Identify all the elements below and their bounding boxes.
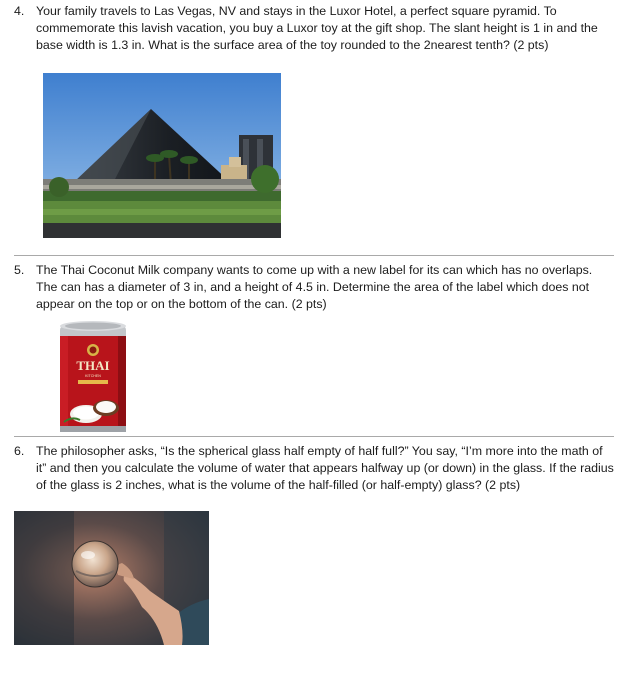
question-text: Your family travels to Las Vegas, NV and stays in the Luxor Hotel, a perfect square pyramid. To commemorate this lavish vacation, you buy a Luxor toy at the gift shop. The slant height is 1 in and the base width is 1.3 in. What is the surface area of the toy rounded to the 2nearest tenth? (2 pts) (36, 4, 598, 52)
divider (14, 255, 614, 256)
glass-sphere-hand-photo (14, 511, 209, 645)
question-text: The Thai Coconut Milk company wants to come up with a new label for its can which has no overlaps. The can has a diameter of 3 in, and a height of 4.5 in. Determine the area of the label which does not appear on the top or on the bottom of the can. (2 pts) (36, 263, 593, 311)
question-number: 4. (14, 4, 25, 18)
question-number: 6. (14, 444, 25, 458)
can-brand-text: THAI (76, 358, 110, 373)
divider (14, 436, 614, 437)
question-text: The philosopher asks, “Is the spherical glass half empty of half full?” You say, “I’m more into the math of it” and then you calculate the volume of water that appears halfway up (or down) in the glass. If the radius of the glass is 2 inches, what is the volume of the half-filled (or half-empty) glass? (2 pts) (36, 444, 614, 492)
can-subbrand-text: KITCHEN (85, 374, 101, 378)
question-number: 5. (14, 263, 25, 277)
coconut-milk-can-photo (34, 314, 156, 436)
luxor-pyramid-photo (43, 73, 281, 238)
